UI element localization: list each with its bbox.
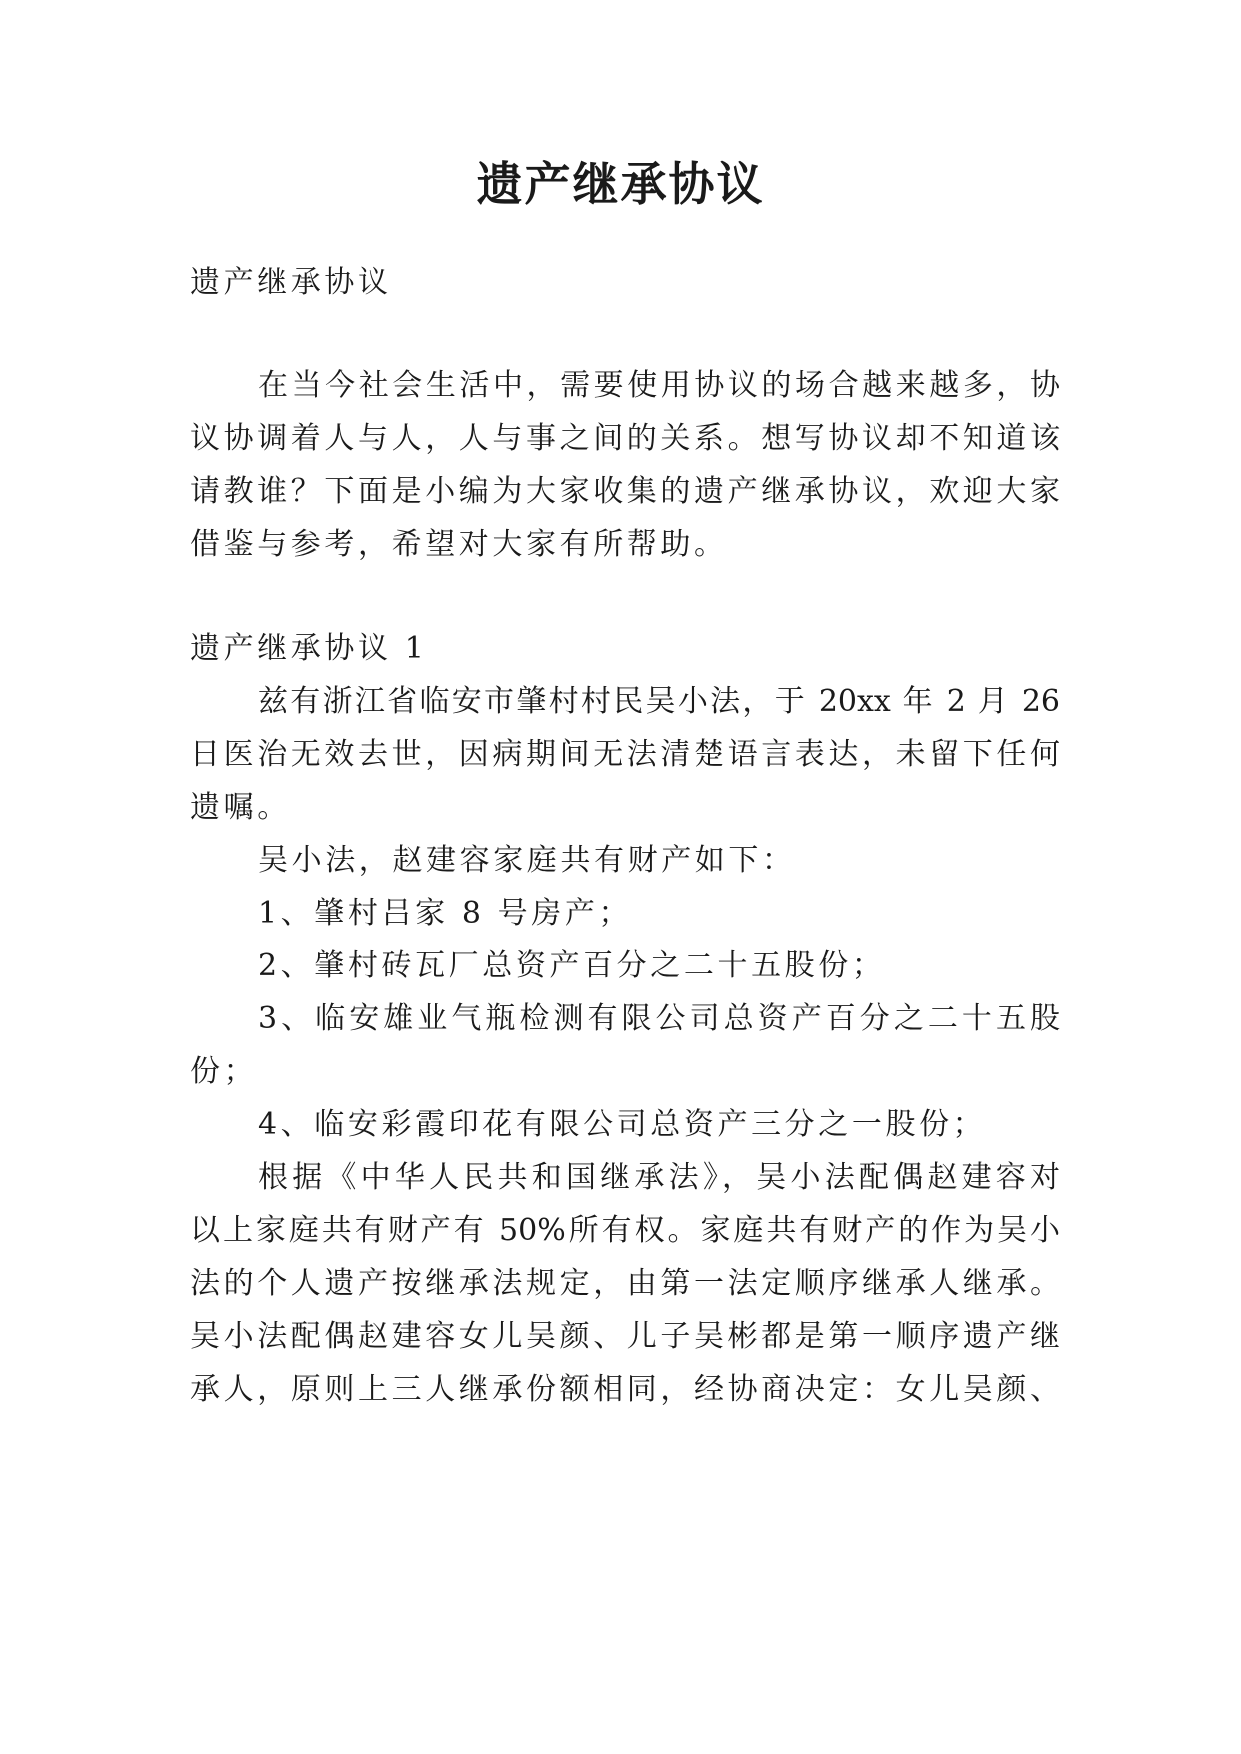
- intro-line: 在当今社会生活中，需要使用协议的场合越来越多，协: [258, 368, 1060, 403]
- intro-line: 议协调着人与人，人与事之间的关系。想写协议却不知道该: [190, 421, 1060, 456]
- intro-line: 请教谁？下面是小编为大家收集的遗产继承协议，欢迎大家: [190, 474, 1060, 509]
- section-line: 吴小法，赵建容家庭共有财产如下：: [258, 843, 796, 878]
- section-line: 承人，原则上三人继承份额相同，经协商决定：女儿吴颜、: [190, 1372, 1060, 1407]
- section-line: 法的个人遗产按继承法规定，由第一法定顺序继承人继承。: [190, 1266, 1060, 1301]
- document-subtitle: 遗产继承协议: [190, 265, 392, 300]
- intro-line: 借鉴与参考，希望对大家有所帮助。: [190, 527, 728, 562]
- document-title: 遗产继承协议: [476, 157, 765, 211]
- section-line: 2、肇村砖瓦厂总资产百分之二十五股份；: [258, 948, 886, 983]
- section-line: 兹有浙江省临安市肇村村民吴小法，于 20xx 年 2 月 26: [258, 684, 1060, 719]
- section-line: 遗嘱。: [190, 790, 291, 825]
- section-line: 4、临安彩霞印花有限公司总资产三分之一股份；: [258, 1107, 987, 1142]
- section-line: 1、肇村吕家 8 号房产；: [258, 896, 633, 931]
- section-line: 份；: [190, 1054, 258, 1089]
- section-heading: 遗产继承协议 1: [190, 631, 428, 666]
- section-line: 以上家庭共有财产有 50%所有权。家庭共有财产的作为吴小: [190, 1213, 1060, 1248]
- section-line: 根据《中华人民共和国继承法》，吴小法配偶赵建容对: [258, 1160, 1060, 1195]
- section-line: 3、临安雄业气瓶检测有限公司总资产百分之二十五股: [258, 1001, 1060, 1036]
- section-line: 日医治无效去世，因病期间无法清楚语言表达，未留下任何: [190, 737, 1060, 772]
- section-line: 吴小法配偶赵建容女儿吴颜、儿子吴彬都是第一顺序遗产继: [190, 1319, 1060, 1354]
